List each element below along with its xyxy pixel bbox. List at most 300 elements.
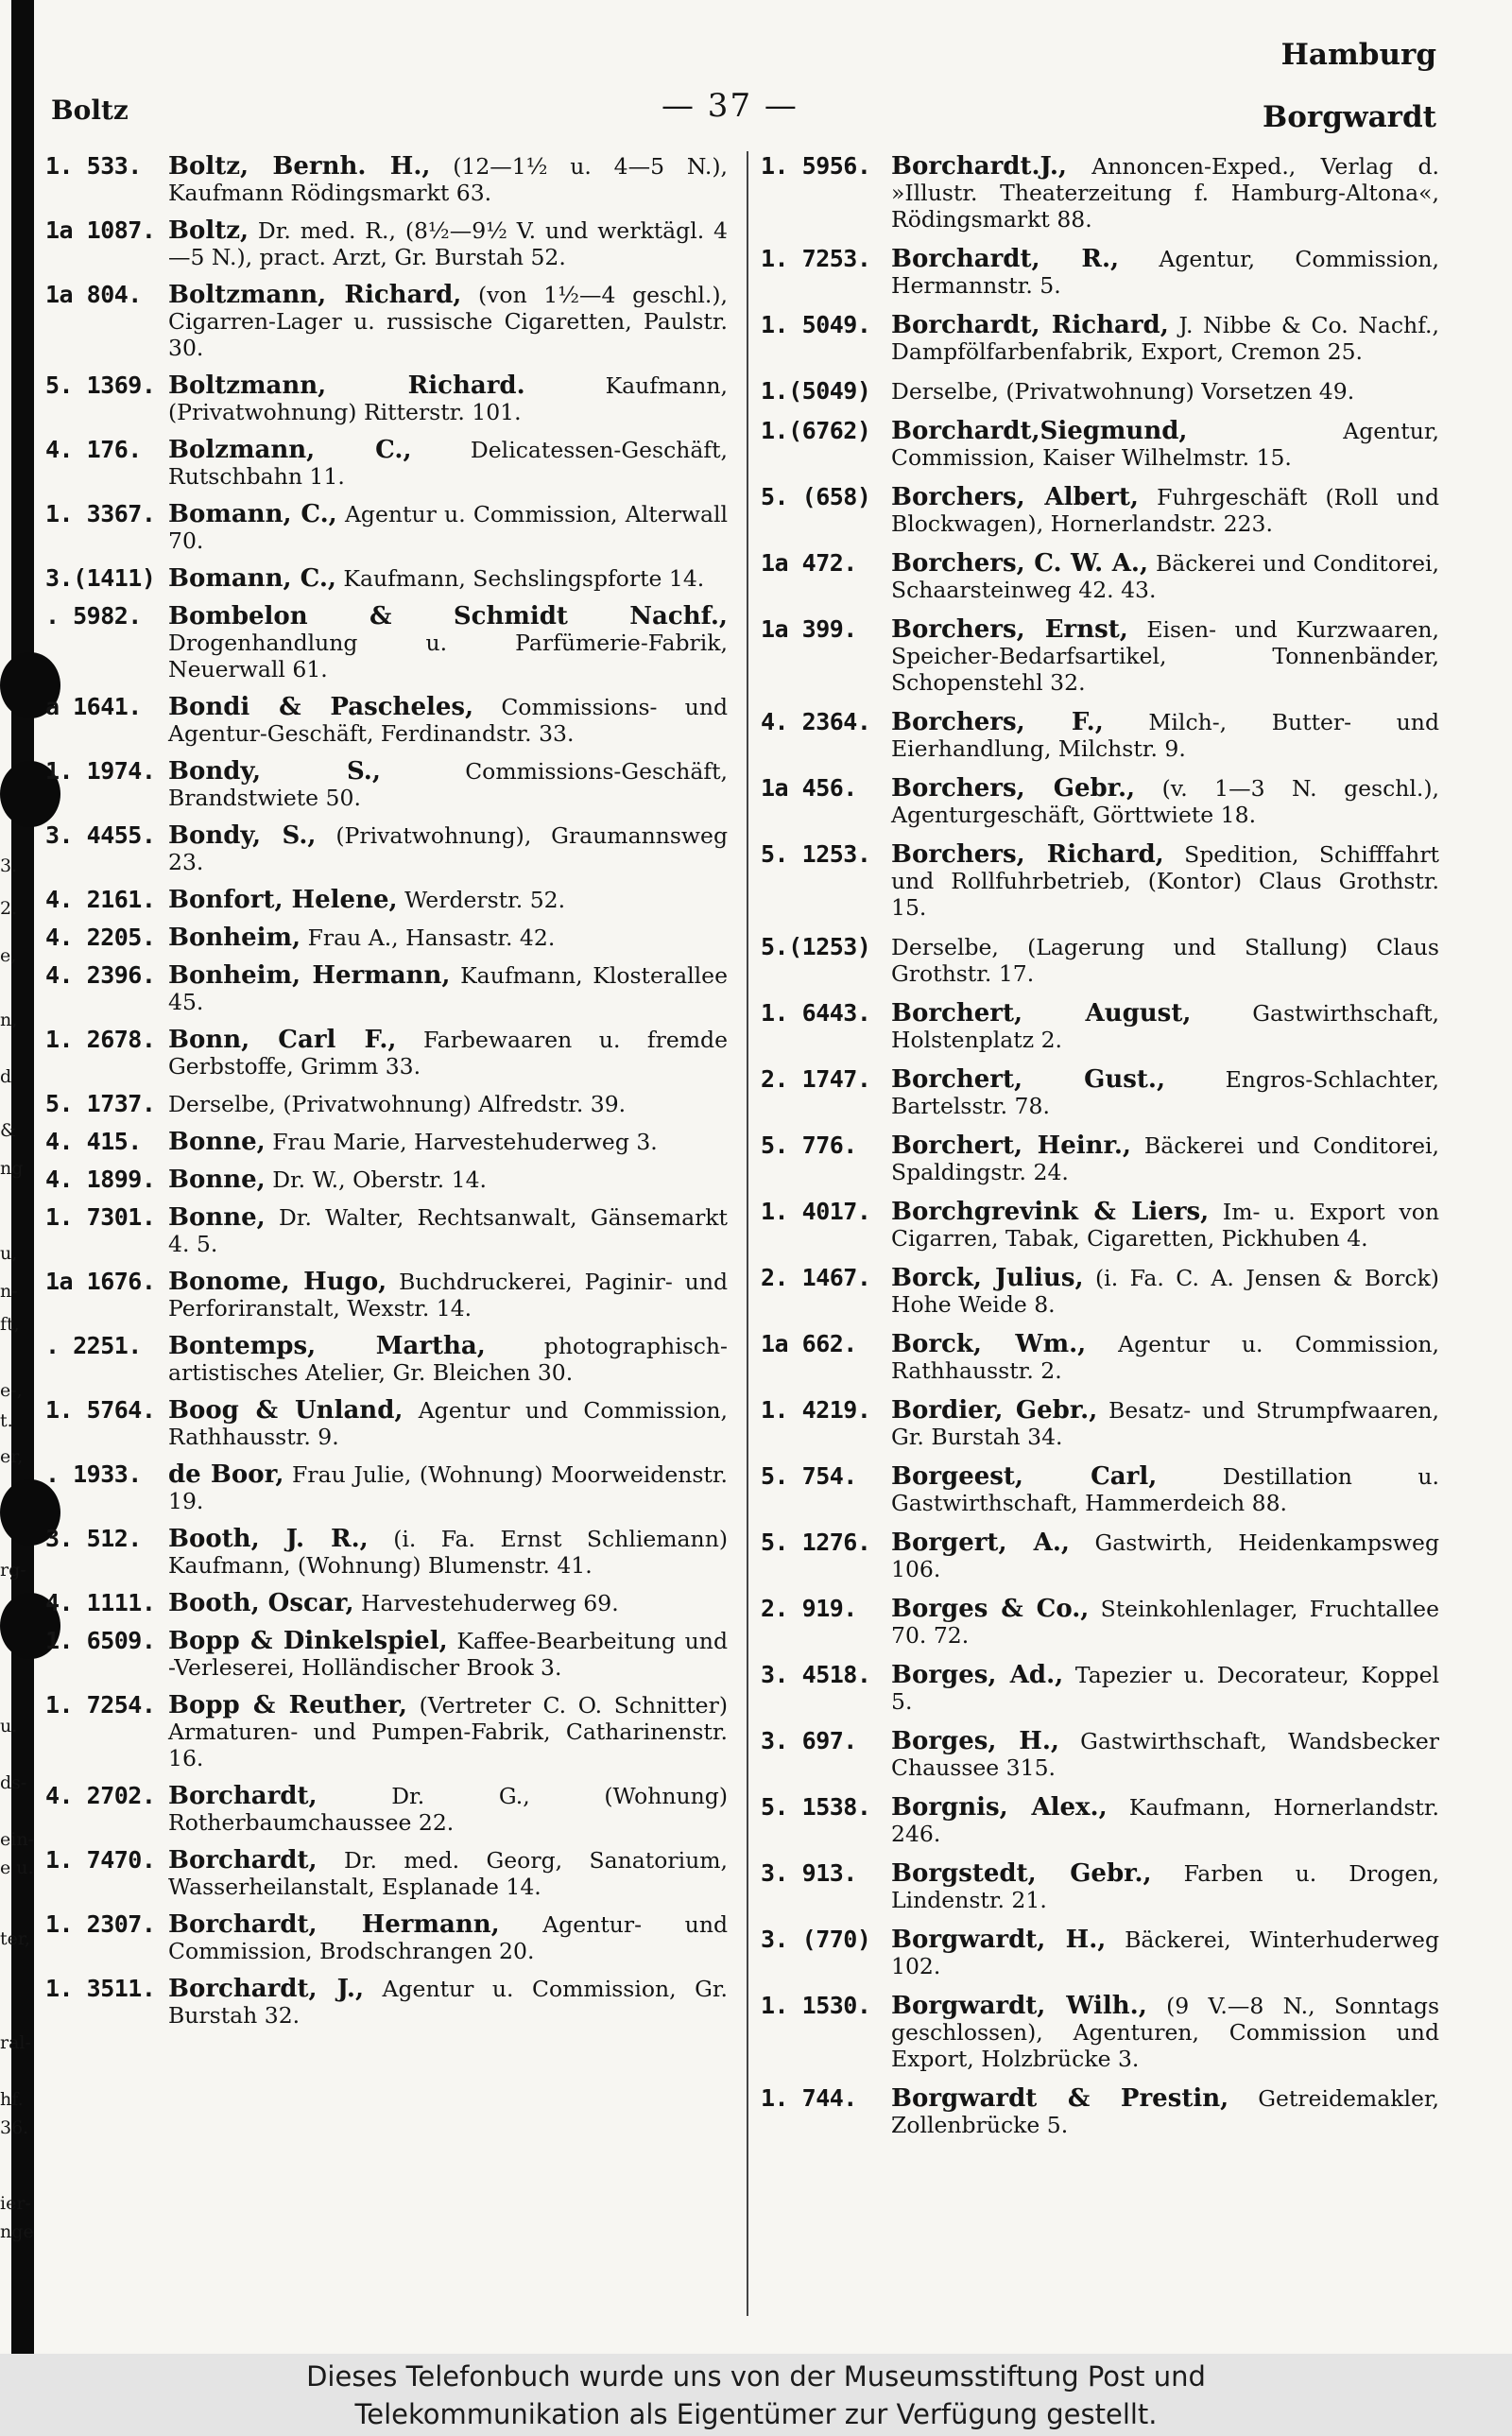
entry-text (168, 1027, 728, 1080)
phone-number: 1. 7254. (45, 1691, 156, 1719)
phone-number: 5. 1737. (45, 1090, 156, 1117)
entry-name: Borck, Julius, (891, 1264, 1084, 1292)
directory-entry (761, 1860, 1439, 1913)
footer-line-2: Telekommunikation als Eigentümer zur Verfügung gestellt. (354, 2398, 1158, 2430)
directory-entry (761, 775, 1439, 828)
entry-text (891, 1662, 1439, 1715)
margin-fragment: 36. (0, 2117, 29, 2138)
entry-name: Bondy, S., (168, 821, 317, 850)
phone-number: 1.(5049) (761, 377, 871, 405)
phone-number: 5. 1538. (761, 1793, 871, 1821)
margin-fragment: ng (0, 1158, 24, 1179)
margin-fragment: e-, (0, 1380, 23, 1401)
entry-text (168, 1166, 728, 1193)
margin-fragment: n, (0, 1010, 18, 1030)
entry-text (891, 1926, 1439, 1979)
entry-text (891, 1596, 1439, 1649)
margin-fragment: ft, (0, 1314, 20, 1335)
directory-entry (761, 378, 1439, 405)
phone-number: 1. 3511. (45, 1975, 156, 2002)
directory-entry (45, 1911, 728, 1964)
phone-number: 1. 2307. (45, 1910, 156, 1938)
phone-number: 4. 1899. (45, 1166, 156, 1193)
entry-details: Annoncen-Exped., Verlag d. »Illustr. Theaterzeitung f. Hamburg-Altona«, Rödingsmarkt 88. (891, 153, 1439, 233)
margin-fragment: nge (0, 2221, 34, 2242)
entry-details: Farben u. Drogen, Lindenstr. 21. (891, 1860, 1439, 1913)
phone-number: 1. 4017. (761, 1198, 871, 1225)
margin-fragment: hf. (0, 2089, 24, 2110)
directory-entry (45, 1628, 728, 1681)
phone-number: 1. 5764. (45, 1396, 156, 1424)
entry-name: Borchardt.J., (891, 152, 1067, 181)
entry-details: Kaufmann, Klosterallee 45. (168, 962, 728, 1015)
entry-text (168, 1091, 728, 1117)
entry-text (168, 1847, 728, 1900)
entry-details: (Vertreter C. O. Schnitter) Armaturen- und Pumpen-Fabrik, Catharinenstr. 16. (168, 1692, 728, 1771)
directory-entry (761, 1000, 1439, 1053)
entry-name: Bombelon & Schmidt Nachf., (168, 602, 728, 631)
entry-text (168, 962, 728, 1015)
entry-name: de Boor, (168, 1460, 284, 1489)
header-city: Hamburg (1280, 38, 1436, 72)
directory-entry (761, 1066, 1439, 1119)
entry-details: Kaufmann, (Privatwohnung) Ritterstr. 101. (168, 372, 729, 425)
entry-details: Gastwirthschaft, Holstenplatz 2. (891, 1000, 1439, 1053)
entry-text (891, 1066, 1439, 1119)
phone-number: 1. 5956. (761, 152, 871, 180)
margin-fragment: 2. (0, 898, 18, 919)
entry-details: Agentur u. Commission, Alterwall 70. (168, 501, 728, 554)
entry-details: J. Nibbe & Co. Nachf., Dampfölfarbenfabrik, Export, Cremon 25. (891, 312, 1439, 365)
entry-details: Dr. med. Georg, Sanatorium, Wasserheilanstalt, Esplanade 14. (168, 1847, 728, 1900)
directory-entry (45, 1976, 728, 2029)
directory-entry (45, 1129, 728, 1155)
entry-name: Bopp & Reuther, (168, 1691, 407, 1719)
entry-name: Borgwardt & Prestin, (891, 2084, 1229, 2113)
entry-name: Borchers, Richard, (891, 840, 1164, 869)
directory-entry (761, 246, 1439, 299)
directory-entry (45, 1027, 728, 1080)
margin-fragment: e u. (0, 1857, 34, 1878)
directory-entry (761, 1926, 1439, 1979)
entry-name: Borchers, C. W. A., (891, 549, 1149, 578)
entry-text (891, 1529, 1439, 1582)
entry-details: Dr. Walter, Rechtsanwalt, Gänsemarkt 4. 5. (168, 1204, 728, 1257)
entry-details: Frau Julie, (Wohnung) Moorweidenstr. 19. (168, 1461, 728, 1514)
directory-entry (761, 1199, 1439, 1252)
entry-text (891, 2085, 1439, 2138)
entry-name: Bomann, C., (168, 564, 336, 593)
entry-text (168, 1397, 728, 1450)
entry-text (168, 887, 728, 913)
entry-details: Agentur, Commission, Kaiser Wilhelmstr. 15. (891, 418, 1439, 471)
directory-entry (45, 887, 728, 913)
directory-entry (761, 153, 1439, 233)
margin-fragment: ds- (0, 1772, 27, 1793)
entry-text (891, 1728, 1439, 1781)
entry-text (168, 1204, 728, 1257)
entry-text (891, 1132, 1439, 1185)
directory-entry (45, 758, 728, 811)
entry-details: Kaufmann, Sechslingspforte 14. (335, 565, 705, 592)
phone-number: 3. 697. (761, 1727, 857, 1754)
directory-entry (761, 1993, 1439, 2072)
directory-entry (761, 1397, 1439, 1450)
directory-entry (761, 1265, 1439, 1318)
directory-entry (45, 962, 728, 1015)
entry-details: Kaffee-Bearbeitung und -Verleserei, Holländischer Brook 3. (168, 1628, 728, 1681)
margin-fragment: e, (0, 945, 17, 966)
phone-number: 1. 3367. (45, 500, 156, 527)
entry-details: Agentur und Commission, Rathhausstr. 9. (168, 1397, 728, 1450)
directory-entry (45, 1397, 728, 1450)
entry-text (168, 1526, 728, 1579)
phone-number: 1a 399. (761, 615, 857, 643)
directory-entry (45, 1269, 728, 1322)
phone-number: 3. 913. (761, 1859, 857, 1887)
directory-entry (45, 1204, 728, 1257)
entry-name: Borchardt, Richard, (891, 311, 1169, 339)
phone-number: . 2251. (45, 1332, 142, 1359)
phone-number: 4. 2396. (45, 961, 156, 989)
phone-number: 2. 1747. (761, 1065, 871, 1093)
margin-fragment: & (0, 1120, 16, 1141)
phone-number: 2. 919. (761, 1595, 857, 1622)
phone-number: 4. 415. (45, 1128, 142, 1155)
entry-details: (v. 1—3 N. geschl.), Agenturgeschäft, Görttwiete 18. (891, 775, 1439, 828)
directory-entry (761, 2085, 1439, 2138)
entry-text (891, 616, 1439, 696)
entry-details: Frau Marie, Harvestehuderweg 3. (265, 1129, 658, 1155)
directory-entry (761, 1596, 1439, 1649)
entry-name: Borchers, F., (891, 708, 1104, 736)
entry-details: Commissions- und Agentur-Geschäft, Ferdinandstr. 33. (168, 694, 728, 747)
phone-number: . 5982. (45, 602, 142, 630)
entry-name: Borges, Ad., (891, 1661, 1064, 1689)
entry-name: Boltzmann, Richard. (168, 371, 525, 400)
phone-number: 5. (658) (761, 483, 871, 510)
entry-text (168, 1269, 728, 1322)
entry-name: Boltzmann, Richard, (168, 281, 462, 309)
entry-details: Frau A., Hansastr. 42. (301, 924, 556, 951)
entry-details: Agentur u. Commission, Rathhausstr. 2. (891, 1331, 1440, 1384)
phone-number: 4. 2702. (45, 1782, 156, 1809)
entry-text (891, 1993, 1439, 2072)
entry-name: Borchert, Heinr., (891, 1132, 1131, 1160)
phone-number: 3. 4455. (45, 821, 156, 849)
directory-entry (45, 924, 728, 951)
entry-text (168, 217, 728, 270)
entry-text (891, 418, 1439, 471)
entry-text (891, 1794, 1439, 1847)
phone-number: 1. 7253. (761, 245, 871, 272)
entry-text (168, 501, 728, 554)
entry-details: Dr. med. R., (8½—9½ V. und werktägl. 4—5 N.), pract. Arzt, Gr. Burstah 52. (168, 217, 728, 270)
entry-text (168, 1461, 728, 1514)
entry-name: Borchardt, (168, 1846, 318, 1875)
entry-details: Buchdruckerei, Paginir- und Perforiranstalt, Wexstr. 14. (168, 1269, 728, 1322)
entry-text (168, 282, 728, 361)
entry-name: Borchert, Gust., (891, 1065, 1166, 1094)
directory-entry (761, 1331, 1439, 1384)
entry-details: Agentur- und Commission, Brodschrangen 20. (168, 1911, 728, 1964)
margin-fragment: t. (0, 1410, 13, 1431)
entry-name: Borgnis, Alex., (891, 1793, 1108, 1822)
directory-entry (761, 1794, 1439, 1847)
entry-name: Boltz, (168, 216, 249, 245)
entry-name: Bomann, C., (168, 500, 337, 528)
entry-text (168, 1628, 728, 1681)
phone-number: 1. 533. (45, 152, 142, 180)
phone-number: 3.(1411) (45, 564, 156, 592)
directory-entry (761, 1728, 1439, 1781)
entry-details: Besatz- und Strumpfwaaren, Gr. Burstah 34. (891, 1397, 1439, 1450)
entry-name: Booth, J. R., (168, 1525, 369, 1553)
entry-text (891, 934, 1439, 987)
directory-entry (45, 1461, 728, 1514)
entry-details: (12—1½ u. 4—5 N.), Kaufmann Rödingsmarkt 63. (168, 153, 729, 206)
entry-name: Borchert, August, (891, 999, 1192, 1028)
entry-details: Eisen- und Kurzwaaren, Speicher-Bedarfsartikel, Tonnenbänder, Schopenstehl 32. (891, 616, 1439, 696)
phone-number: 1. 6509. (45, 1627, 156, 1654)
entry-name: Borges & Co., (891, 1595, 1090, 1623)
entry-text (168, 1129, 728, 1155)
entry-name: Bolzmann, C., (168, 436, 412, 464)
entry-details: (i. Fa. Ernst Schliemann) Kaufmann, (Wohnung) Blumenstr. 41. (168, 1526, 728, 1579)
margin-fragment: ral- (0, 2032, 31, 2053)
margin-fragment: u, (0, 1243, 18, 1264)
phone-number: 1a 804. (45, 281, 142, 308)
entry-details: Derselbe, (Privatwohnung) Alfredstr. 39. (168, 1091, 627, 1117)
entry-text (168, 822, 728, 875)
directory-entry (45, 603, 728, 682)
directory-entry (45, 1091, 728, 1117)
phone-number: 1. 6443. (761, 999, 871, 1027)
entry-name: Borchardt,Siegmund, (891, 417, 1188, 445)
phone-number: 1a 1676. (45, 1268, 156, 1295)
phone-number: 1. 5049. (761, 311, 871, 338)
entry-details: Fuhrgeschäft (Roll und Blockwagen), Hornerlandstr. 223. (891, 484, 1439, 537)
footer-line-1: Dieses Telefonbuch wurde uns von der Museumsstiftung Post und (306, 2360, 1206, 2393)
entry-name: Bordier, Gebr., (891, 1396, 1098, 1425)
entry-name: Borges, H., (891, 1727, 1059, 1755)
directory-entry (45, 501, 728, 554)
directory-entry (761, 709, 1439, 762)
entry-name: Borgert, A., (891, 1529, 1070, 1557)
entry-text (891, 1860, 1439, 1913)
entry-name: Bondy, S., (168, 757, 381, 786)
entry-text (891, 246, 1439, 299)
entry-name: Borchardt, J., (168, 1975, 365, 2003)
entry-text (891, 841, 1439, 921)
entry-name: Bonne, (168, 1166, 266, 1194)
margin-fragment: u. (0, 1716, 18, 1736)
phone-number: 1. 7301. (45, 1203, 156, 1231)
phone-number: a 1641. (45, 693, 142, 720)
directory-entry (761, 616, 1439, 696)
phone-number: 4. 2205. (45, 924, 156, 951)
directory-entry (45, 1333, 728, 1386)
entry-details: Farbewaaren u. fremde Gerbstoffe, Grimm 33. (168, 1027, 729, 1080)
entry-details: Bäckerei und Conditorei, Spaldingstr. 24. (891, 1132, 1440, 1185)
phone-number: 1a 1087. (45, 216, 156, 244)
margin-fragment: n- (0, 1281, 18, 1302)
entry-name: Bonn, Carl F., (168, 1026, 397, 1054)
entry-details: photographisch-artistisches Atelier, Gr. Bleichen 30. (168, 1333, 729, 1386)
phone-number: . 1933. (45, 1460, 142, 1488)
entry-details: Im- u. Export von Cigarren, Tabak, Cigaretten, Pickhuben 4. (891, 1199, 1439, 1252)
page-number: — 37 — (662, 87, 799, 125)
phone-number: 5. 1369. (45, 371, 156, 399)
entry-name: Borchers, Ernst, (891, 615, 1128, 644)
entry-details: Werderstr. 52. (397, 887, 566, 913)
entry-text (891, 709, 1439, 762)
directory-entry (761, 312, 1439, 365)
header-right-keyword: Borgwardt (1263, 100, 1436, 134)
phone-number: 1. 2678. (45, 1026, 156, 1053)
entry-name: Borchers, Albert, (891, 483, 1139, 511)
column-divider (747, 151, 748, 2316)
directory-entry (45, 372, 728, 425)
entry-text (168, 1976, 728, 2029)
directory-entry (45, 153, 728, 206)
entry-name: Bonheim, Hermann, (168, 961, 451, 990)
entry-name: Borgeest, Carl, (891, 1462, 1158, 1491)
directory-entry (761, 1463, 1439, 1516)
phone-number: 4. 176. (45, 436, 142, 463)
entry-details: Drogenhandlung u. Parfümerie-Fabrik, Neuerwall 61. (168, 630, 728, 682)
entry-details: Steinkohlenlager, Fruchtallee 70. 72. (891, 1596, 1439, 1649)
entry-name: Borck, Wm., (891, 1330, 1087, 1358)
entry-details: Milch-, Butter- und Eierhandlung, Milchstr. 9. (891, 709, 1439, 762)
entry-text (891, 1331, 1439, 1384)
entry-text (168, 1590, 728, 1616)
entry-text (168, 924, 728, 951)
entry-text (168, 1783, 728, 1836)
phone-number: 5. 1253. (761, 840, 871, 868)
entry-name: Borchardt, Hermann, (168, 1910, 500, 1939)
directory-entry (45, 1590, 728, 1616)
entry-text (891, 1265, 1439, 1318)
entry-text (891, 153, 1439, 233)
directory-entry (761, 934, 1439, 987)
directory-entry (45, 1692, 728, 1771)
directory-entry (45, 217, 728, 270)
entry-text (168, 437, 728, 490)
entry-details: Agentur u. Commission, Gr. Burstah 32. (168, 1976, 728, 2029)
entry-name: Booth, Oscar, (168, 1589, 354, 1617)
entry-text (891, 1463, 1439, 1516)
entry-text (891, 1199, 1439, 1252)
margin-fragments (0, 0, 34, 2354)
entry-details: Commissions-Geschäft, Brandstwiete 50. (168, 758, 728, 811)
entry-details: Gastwirthschaft, Wandsbecker Chaussee 315. (891, 1728, 1439, 1781)
phone-number: 1.(6762) (761, 417, 871, 444)
phone-number: 4. 2161. (45, 886, 156, 913)
entry-name: Bonne, (168, 1128, 266, 1156)
entry-details: Agentur, Commission, Hermannstr. 5. (891, 246, 1439, 299)
phone-number: 1. 744. (761, 2084, 857, 2112)
phone-number: 1. 7470. (45, 1846, 156, 1874)
entry-details: (von 1½—4 geschl.), Cigarren-Lager u. russische Cigaretten, Paulstr. 30. (168, 282, 729, 361)
entry-details: Tapezier u. Decorateur, Koppel 5. (891, 1662, 1440, 1715)
entry-text (168, 603, 728, 682)
entry-details: Harvestehuderweg 69. (353, 1590, 619, 1616)
phone-number: 5. 1276. (761, 1529, 871, 1556)
directory-entry (45, 565, 728, 592)
entry-details: Spedition, Schifffahrt und Rollfuhrbetrieb, (Kontor) Claus Grothstr. 15. (891, 841, 1439, 921)
phone-number: 3. 4518. (761, 1661, 871, 1688)
entry-name: Borgwardt, H., (891, 1926, 1107, 1954)
margin-fragment: ein- (0, 1829, 34, 1850)
directory-entry (45, 282, 728, 361)
entry-text (891, 378, 1439, 405)
entry-details: (Privatwohnung), Graumannsweg 23. (168, 822, 729, 875)
entry-name: Bonheim, (168, 924, 301, 952)
entry-name: Borgwardt, Wilh., (891, 1992, 1147, 2020)
entry-details: Dr. W., Oberstr. 14. (265, 1166, 487, 1193)
phone-number: 3. 512. (45, 1525, 142, 1552)
entry-name: Borchardt, R., (891, 245, 1120, 273)
footer-notice (0, 2354, 1512, 2436)
margin-fragment: d (0, 1066, 12, 1087)
entry-details: Delicatessen-Geschäft, Rutschbahn 11. (168, 437, 728, 490)
entry-text (891, 1000, 1439, 1053)
left-column (45, 153, 728, 2040)
entry-details: Bäckerei, Winterhuderweg 102. (891, 1926, 1439, 1979)
entry-details: Bäckerei und Conditorei, Schaarsteinweg 42. 43. (891, 550, 1439, 603)
directory-entry (761, 418, 1439, 471)
entry-details: Kaufmann, Hornerlandstr. 246. (891, 1794, 1439, 1847)
entry-text (168, 1911, 728, 1964)
entry-name: Borgstedt, Gebr., (891, 1859, 1152, 1888)
directory-entry (761, 484, 1439, 537)
phone-number: 4. 1111. (45, 1589, 156, 1616)
directory-entry (761, 841, 1439, 921)
entry-details: (i. Fa. C. A. Jensen & Borck) Hohe Weide 8. (891, 1265, 1439, 1318)
entry-text (168, 153, 728, 206)
directory-entry (45, 822, 728, 875)
entry-name: Borchardt, (168, 1782, 318, 1810)
entry-text (168, 694, 728, 747)
phone-number: 4. 2364. (761, 708, 871, 735)
directory-entry (761, 1529, 1439, 1582)
entry-name: Bonome, Hugo, (168, 1268, 387, 1296)
entry-text (168, 758, 728, 811)
entry-name: Bonne, (168, 1203, 266, 1232)
phone-number: 5.(1253) (761, 933, 871, 960)
directory-entry (45, 1166, 728, 1193)
entry-details: Derselbe, (Privatwohnung) Vorsetzen 49. (891, 378, 1355, 405)
directory-entry (45, 1783, 728, 1836)
phone-number: 3. (770) (761, 1926, 871, 1953)
phone-number: 2. 1467. (761, 1264, 871, 1291)
phone-number: 1a 456. (761, 774, 857, 802)
margin-fragment: 3. (0, 855, 18, 876)
entry-details: Getreidemakler, Zollenbrücke 5. (891, 2085, 1439, 2138)
margin-fragment: ier- (0, 2193, 31, 2214)
directory-entry (45, 1526, 728, 1579)
phone-number: 5. 754. (761, 1462, 857, 1490)
entry-text (168, 1333, 728, 1386)
phone-number: 1a 662. (761, 1330, 857, 1357)
phone-number: 1a 472. (761, 549, 857, 577)
entry-details: (9 V.—8 N., Sonntags geschlossen), Agenturen, Commission und Export, Holzbrücke 3. (891, 1993, 1439, 2072)
directory-entry (761, 1132, 1439, 1185)
phone-number: 5. 776. (761, 1132, 857, 1159)
entry-text (891, 1397, 1439, 1450)
entry-text (891, 484, 1439, 537)
